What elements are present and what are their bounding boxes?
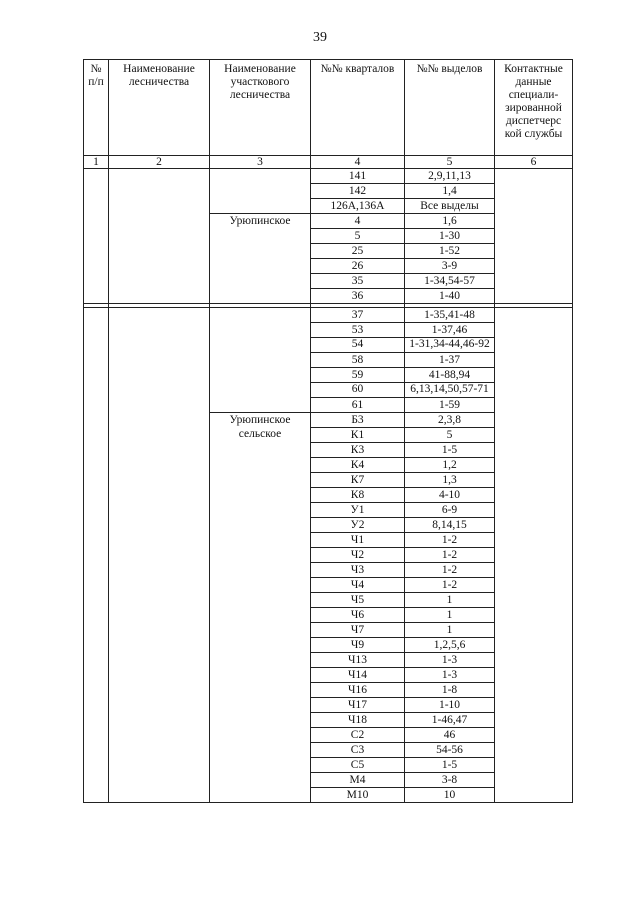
plots-cell: 1-37 [405,353,495,368]
plots-cell: 1-3 [405,653,495,668]
district-cell [210,308,311,413]
plots-cell: 1-30 [405,229,495,244]
quarter-cell: Ч18 [311,713,405,728]
header-row [84,60,573,156]
contacts-cell [495,169,573,304]
quarter-cell: С3 [311,743,405,758]
quarter-cell: С2 [311,728,405,743]
plots-cell: 2,9,11,13 [405,169,495,184]
plots-cell: 8,14,15 [405,518,495,533]
plots-cell: 1,2,5,6 [405,638,495,653]
plots-cell: 6-9 [405,503,495,518]
quarter-cell: Ч6 [311,608,405,623]
quarter-cell: М10 [311,788,405,803]
plots-cell: Все выделы [405,199,495,214]
plots-cell: 1-34,54-57 [405,274,495,289]
col-header-number: № п/п [84,60,109,156]
district-cell [210,169,311,214]
plots-cell: 1-31,34-44,46-92 [405,338,495,353]
plots-cell: 3-9 [405,259,495,274]
forestry-cell [109,169,210,304]
plots-cell: 1,3 [405,473,495,488]
plots-cell: 1-2 [405,548,495,563]
quarter-cell: 61 [311,398,405,413]
plots-cell: 10 [405,788,495,803]
quarter-cell: Ч17 [311,698,405,713]
plots-cell: 1-5 [405,758,495,773]
quarter-cell: 4 [311,214,405,229]
col-header-contacts: Контактные данные специали-зированной диспетчерс кой службы [495,60,573,156]
col-number: 2 [109,156,210,169]
quarter-cell: 141 [311,169,405,184]
quarter-cell: К3 [311,443,405,458]
district-forestry-name: Урюпинское [210,214,311,304]
plots-cell: 1-2 [405,563,495,578]
col-number: 3 [210,156,311,169]
quarter-cell: 5 [311,229,405,244]
quarter-cell: 59 [311,368,405,383]
number-cell [84,169,109,304]
quarter-cell: Ч5 [311,593,405,608]
quarter-cell: Ч4 [311,578,405,593]
plots-cell: 1-10 [405,698,495,713]
plots-cell: 1-59 [405,398,495,413]
plots-cell: 1-35,41-48 [405,308,495,323]
quarter-cell: Ч14 [311,668,405,683]
contacts-cell [495,308,573,803]
plots-cell: 1 [405,608,495,623]
plots-cell: 6,13,14,50,57-71 [405,383,495,398]
plots-cell: 1 [405,623,495,638]
plots-cell: 1-46,47 [405,713,495,728]
table-row [84,169,573,184]
plots-cell: 1 [405,593,495,608]
quarter-cell: Ч9 [311,638,405,653]
table-row [84,308,573,323]
quarter-cell: Ч1 [311,533,405,548]
quarter-cell: 54 [311,338,405,353]
plots-cell: 1-3 [405,668,495,683]
quarter-cell: Ч13 [311,653,405,668]
plots-cell: 1-2 [405,578,495,593]
quarter-cell: М4 [311,773,405,788]
quarter-cell: Б3 [311,413,405,428]
quarter-cell: 26 [311,259,405,274]
plots-cell: 1-52 [405,244,495,259]
column-number-row [84,156,573,169]
quarter-cell: 36 [311,289,405,304]
col-header-quarters: №№ кварталов [311,60,405,156]
quarter-cell: 60 [311,383,405,398]
quarter-cell: Ч2 [311,548,405,563]
forestry-cell [109,308,210,803]
plots-cell: 4-10 [405,488,495,503]
col-header-plots: №№ выделов [405,60,495,156]
plots-cell: 1,2 [405,458,495,473]
plots-cell: 1-8 [405,683,495,698]
col-number: 5 [405,156,495,169]
quarter-cell: 142 [311,184,405,199]
quarter-cell: 53 [311,323,405,338]
quarter-cell: У1 [311,503,405,518]
col-number: 4 [311,156,405,169]
quarter-cell: К7 [311,473,405,488]
plots-cell: 1,4 [405,184,495,199]
plots-cell: 5 [405,428,495,443]
forestry-table [83,59,573,803]
quarter-cell: 58 [311,353,405,368]
plots-cell: 1-40 [405,289,495,304]
quarter-cell: 126А,136А [311,199,405,214]
district-forestry-name: Урюпинское сельское [210,413,311,803]
plots-cell: 1-37,46 [405,323,495,338]
page-number: 39 [313,30,327,45]
quarter-cell: 25 [311,244,405,259]
plots-cell: 46 [405,728,495,743]
plots-cell: 1,6 [405,214,495,229]
quarter-cell: Ч16 [311,683,405,698]
number-cell [84,308,109,803]
col-number: 6 [495,156,573,169]
quarter-cell: 35 [311,274,405,289]
quarter-cell: Ч3 [311,563,405,578]
plots-cell: 41-88,94 [405,368,495,383]
plots-cell: 2,3,8 [405,413,495,428]
col-header-district-forestry: Наименование участкового лесничества [210,60,311,156]
quarter-cell: К8 [311,488,405,503]
quarter-cell: С5 [311,758,405,773]
plots-cell: 54-56 [405,743,495,758]
quarter-cell: 37 [311,308,405,323]
plots-cell: 1-5 [405,443,495,458]
plots-cell: 3-8 [405,773,495,788]
col-header-forestry: Наименование лесничества [109,60,210,156]
quarter-cell: У2 [311,518,405,533]
quarter-cell: К1 [311,428,405,443]
quarter-cell: Ч7 [311,623,405,638]
plots-cell: 1-2 [405,533,495,548]
col-number: 1 [84,156,109,169]
quarter-cell: К4 [311,458,405,473]
